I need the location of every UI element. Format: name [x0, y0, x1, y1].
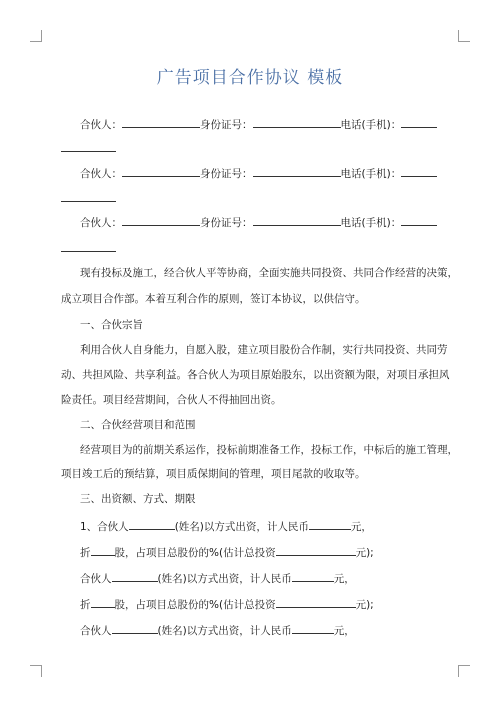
section-2-heading: 二、合伙经营项目和范围 — [80, 419, 196, 431]
crop-mark-bottom-right — [458, 665, 470, 677]
phone-label: 电话(手机)： — [340, 119, 402, 131]
partner-row — [80, 117, 460, 132]
crop-mark-top-right — [458, 30, 470, 42]
partner-label: 合伙人： — [80, 119, 122, 131]
id-blank — [253, 117, 341, 128]
id-blank — [253, 215, 341, 226]
section-1-heading: 一、合伙宗旨 — [80, 319, 143, 331]
partner-label: 合伙人： — [80, 168, 122, 180]
phone-label: 电话(手机)： — [340, 217, 402, 229]
intro-line-1: 现有投标及施工，经合伙人平等协商，全面实施共同投资、共同合作经营的决策， — [80, 267, 458, 279]
yuan-text: 元， — [333, 573, 355, 585]
section-2-line-2: 项目竣工后的预结算，项目质保期间的管理，项目尾款的收取等。 — [61, 468, 366, 480]
shares-text: 股，占项目总股份的%(估计总投资 — [114, 547, 276, 559]
phone-blank-continuation — [61, 201, 116, 202]
contribution-text: (姓名)以方式出资，计人民币 — [157, 573, 292, 585]
phone-blank — [401, 215, 437, 226]
phone-label: 电话(手机)： — [340, 168, 402, 180]
contribution-prefix: 合伙人 — [80, 625, 112, 637]
name-blank — [112, 623, 158, 634]
end-text: 元); — [355, 547, 374, 559]
shares-line — [80, 545, 460, 560]
contribution-text: (姓名)以方式出资，计人民币 — [157, 625, 292, 637]
phone-blank-continuation — [61, 151, 116, 152]
section-3-heading: 三、出资额、方式、期限 — [80, 493, 196, 505]
total-blank — [276, 545, 356, 556]
section-1-line-2: 动、共担风险、共享利益。各合伙人为项目原始股东，以出资额为限，对项目承担风 — [61, 369, 450, 381]
name-blank — [122, 166, 200, 177]
section-1-line-3: 险责任。项目经营期间，合伙人不得抽回出资。 — [61, 394, 282, 406]
contribution-line — [80, 623, 460, 638]
partner-row — [80, 215, 460, 230]
total-blank — [276, 597, 356, 608]
zhe-text: 折 — [80, 547, 91, 559]
partner-row — [80, 166, 460, 181]
contribution-prefix: 1、合伙人 — [80, 521, 129, 533]
intro-line-2: 成立项目合作部。本着互利合作的原则，签订本协议，以供信守。 — [61, 293, 366, 305]
crop-mark-bottom-left — [30, 665, 42, 677]
id-label: 身份证号： — [200, 119, 253, 131]
crop-mark-top-left — [30, 30, 42, 42]
id-label: 身份证号： — [200, 217, 253, 229]
phone-blank — [401, 117, 437, 128]
name-blank — [122, 215, 200, 226]
yuan-text: 元， — [350, 521, 372, 533]
shares-line — [80, 597, 460, 612]
name-blank — [129, 519, 175, 530]
zhe-text: 折 — [80, 599, 91, 611]
partner-label: 合伙人： — [80, 217, 122, 229]
contribution-line — [80, 519, 460, 534]
yuan-text: 元， — [333, 625, 355, 637]
shares-text: 股，占项目总股份的%(估计总投资 — [114, 599, 276, 611]
name-blank — [122, 117, 200, 128]
section-1-line-1: 利用合伙人自身能力，自愿入股，建立项目股份合作制，实行共同投资、共同劳 — [80, 344, 448, 356]
name-blank — [112, 571, 158, 582]
shares-blank — [91, 545, 115, 556]
id-label: 身份证号： — [200, 168, 253, 180]
id-blank — [253, 166, 341, 177]
contribution-prefix: 合伙人 — [80, 573, 112, 585]
phone-blank-continuation — [61, 251, 116, 252]
end-text: 元); — [355, 599, 374, 611]
shares-blank — [91, 597, 115, 608]
contribution-line — [80, 571, 460, 586]
document-title: 广告项目合作协议 模板 — [156, 68, 344, 88]
amount-blank — [292, 571, 334, 582]
amount-blank — [309, 519, 351, 530]
phone-blank — [401, 166, 437, 177]
amount-blank — [292, 623, 334, 634]
contribution-text: (姓名)以方式出资，计人民币 — [174, 521, 309, 533]
section-2-line-1: 经营项目为的前期关系运作，投标前期准备工作，投标工作，中标后的施工管理， — [80, 444, 458, 456]
